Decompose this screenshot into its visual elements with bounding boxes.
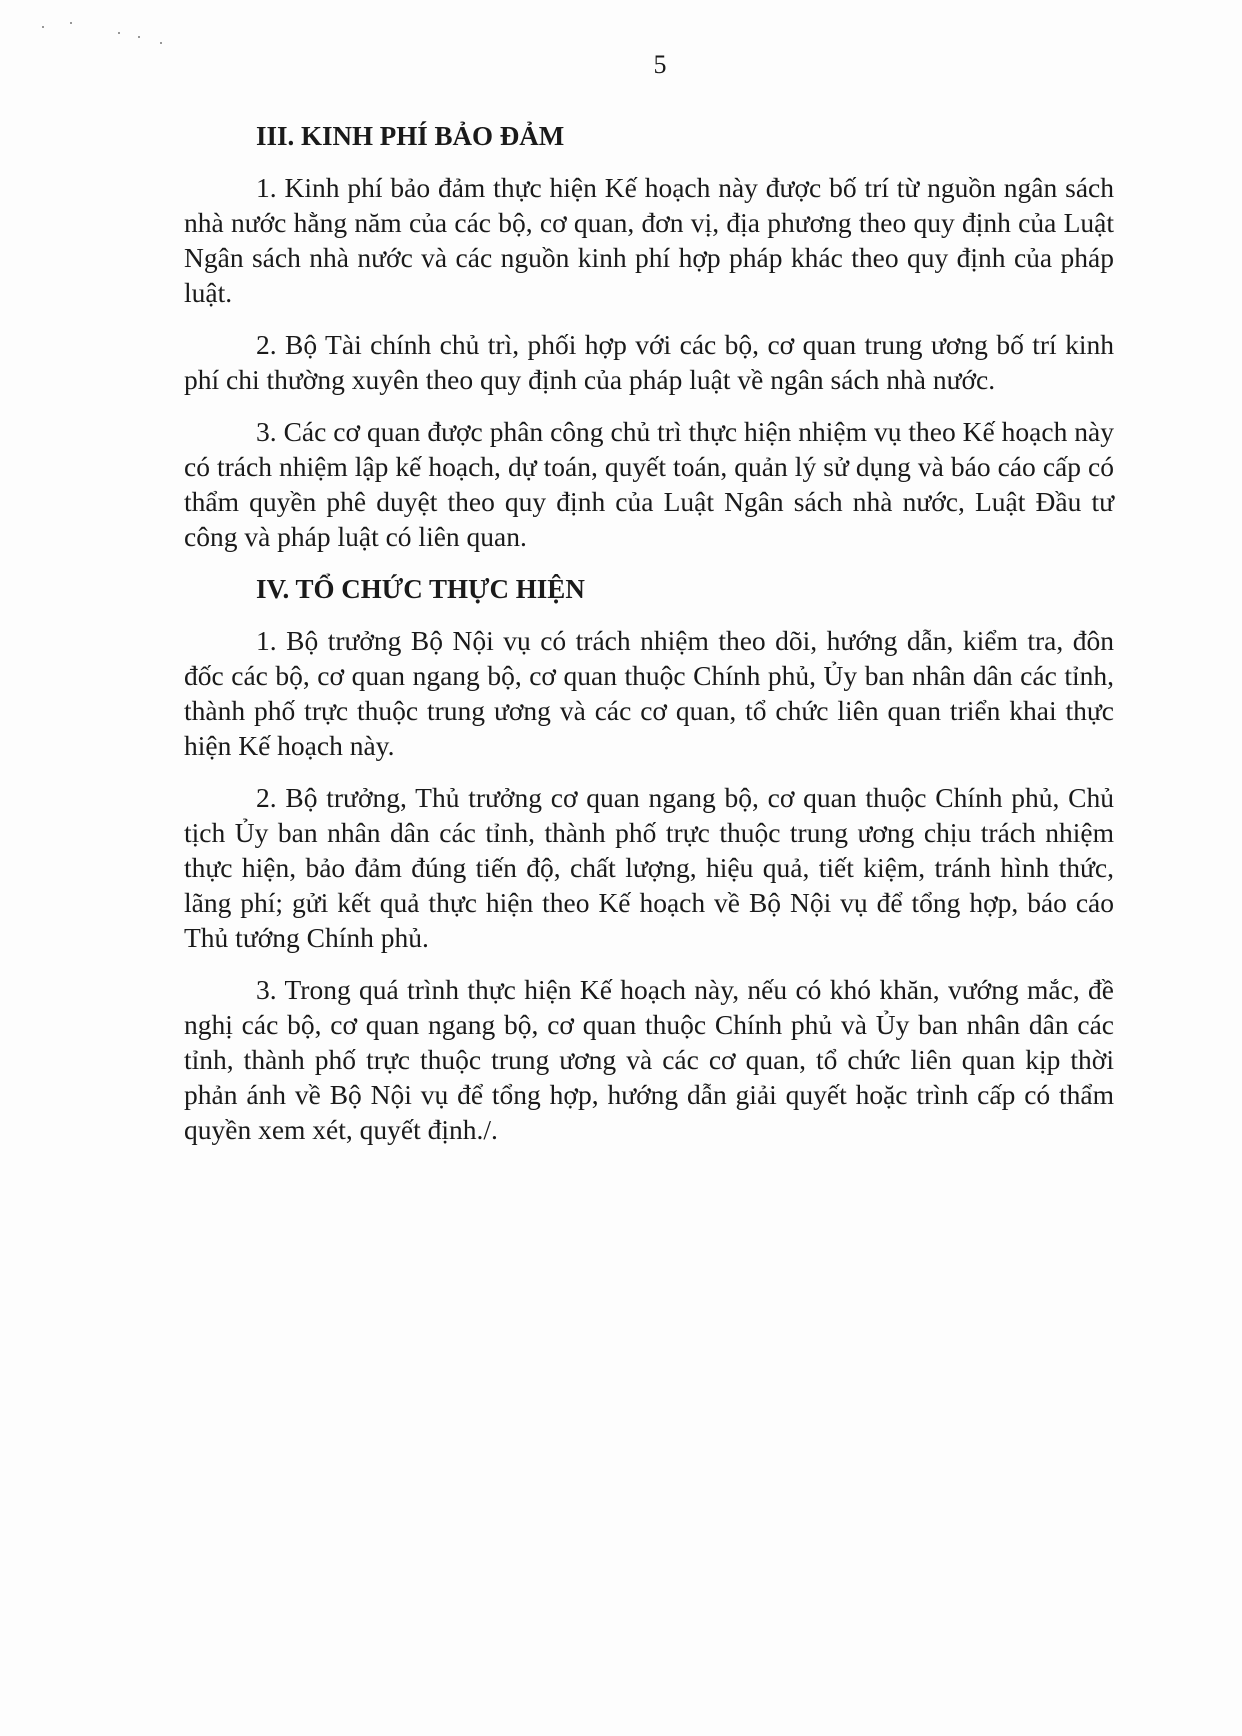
paragraph: 3. Trong quá trình thực hiện Kế hoạch này, nếu có khó khăn, vướng mắc, đề nghị các bộ, cơ quan ngang bộ, cơ quan thuộc Chính phủ và Ủy ban nhân dân các tỉnh, thành phố trực thuộc trung ương và các cơ quan, tổ chức liên quan kịp thời phản ánh về Bộ Nội vụ để tổng hợp, hướng dẫn giải quyết hoặc trình cấp có thẩm quyền xem xét, quyết định./. <box>184 974 1114 1145</box>
page-number: 5 <box>653 50 667 79</box>
document-body <box>184 118 1114 1164</box>
section-heading: IV. TỔ CHỨC THỰC HIỆN <box>256 574 585 604</box>
paragraph: 1. Bộ trưởng Bộ Nội vụ có trách nhiệm theo dõi, hướng dẫn, kiểm tra, đôn đốc các bộ, cơ quan ngang bộ, cơ quan thuộc Chính phủ, Ủy ban nhân dân các tỉnh, thành phố trực thuộc trung ương và các cơ quan, tổ chức liên quan triển khai thực hiện Kế hoạch này. <box>184 625 1114 761</box>
scan-specks <box>40 22 170 62</box>
paragraph: 1. Kinh phí bảo đảm thực hiện Kế hoạch này được bố trí từ nguồn ngân sách nhà nước hằng năm của các bộ, cơ quan, đơn vị, địa phương theo quy định của Luật Ngân sách nhà nước và các nguồn kinh phí hợp pháp khác theo quy định của pháp luật. <box>184 172 1114 308</box>
section-implementation <box>184 571 1114 1147</box>
paragraph: 3. Các cơ quan được phân công chủ trì thực hiện nhiệm vụ theo Kế hoạch này có trách nhiệm lập kế hoạch, dự toán, quyết toán, quản lý sử dụng và báo cáo cấp có thẩm quyền phê duyệt theo quy định của Luật Ngân sách nhà nước, Luật Đầu tư công và pháp luật có liên quan. <box>184 416 1114 552</box>
section-heading: III. KINH PHÍ BẢO ĐẢM <box>256 121 565 151</box>
paragraph: 2. Bộ Tài chính chủ trì, phối hợp với các bộ, cơ quan trung ương bố trí kinh phí chi thường xuyên theo quy định của pháp luật về ngân sách nhà nước. <box>184 329 1114 395</box>
paragraph: 2. Bộ trưởng, Thủ trưởng cơ quan ngang bộ, cơ quan thuộc Chính phủ, Chủ tịch Ủy ban nhân dân các tỉnh, thành phố trực thuộc trung ương chịu trách nhiệm thực hiện, bảo đảm đúng tiến độ, chất lượng, hiệu quả, tiết kiệm, tránh hình thức, lãng phí; gửi kết quả thực hiện theo Kế hoạch về Bộ Nội vụ để tổng hợp, báo cáo Thủ tướng Chính phủ. <box>184 782 1114 953</box>
section-funding <box>184 118 1114 554</box>
